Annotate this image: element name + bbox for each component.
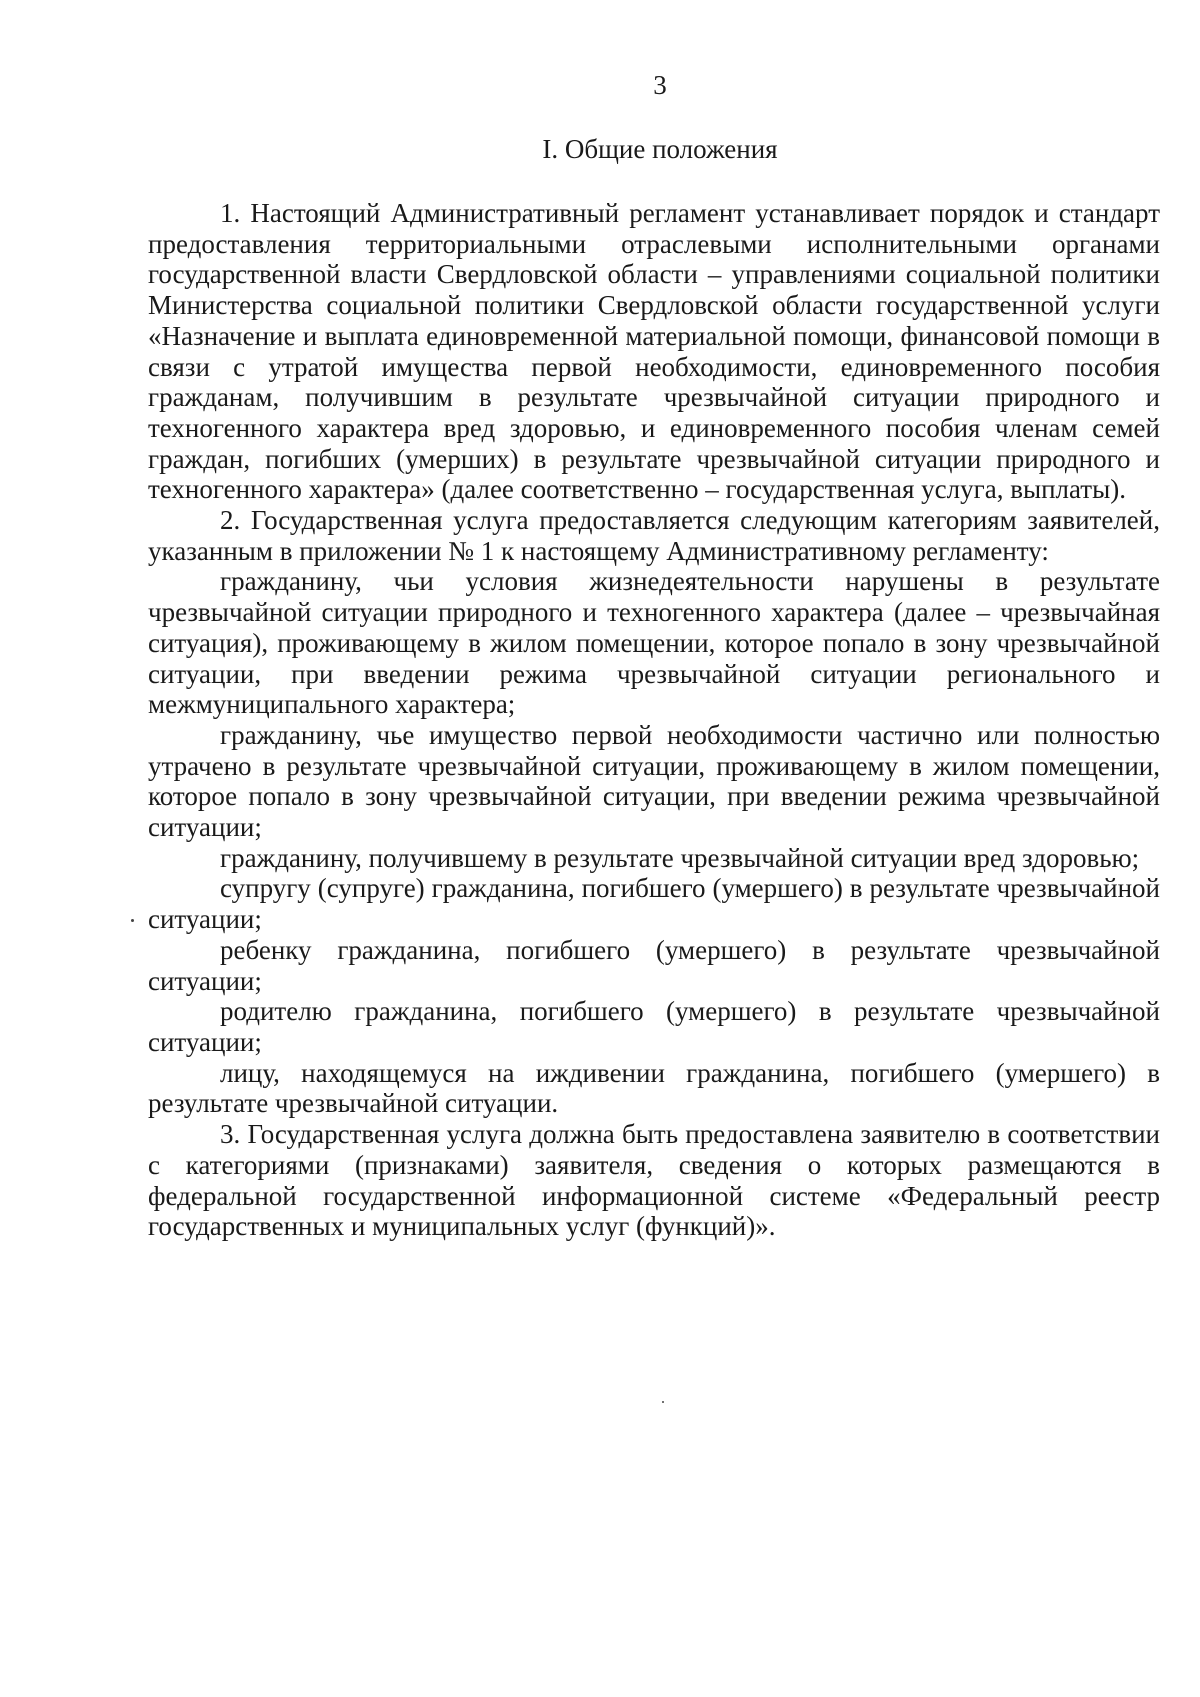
category-item-5: ребенку гражданина, погибшего (умершего) в результате чрезвычайной ситуации; — [148, 934, 1160, 996]
category-item-1: гражданину, чьи условия жизнедеятельности нарушены в результате чрезвычайной ситуации природного и техногенного характера (далее – чрезвычайная ситуация), проживающему в жилом помещении, которое попало в зону чрезвычайной ситуации, при введении режима чрезвычайной ситуации регионального и межмуниципального характера; — [148, 566, 1160, 720]
category-item-6: родителю гражданина, погибшего (умершего) в результате чрезвычайной ситуации; — [148, 996, 1160, 1057]
paragraph-1: 1. Настоящий Административный регламент устанавливает порядок и стандарт предоставления территориальными отраслевыми исполнительными органами государственной власти Свердловской области – управлениями социальной политики Министерства социальной политики Свердловской области государственной услуги «Назначение и выплата единовременной материальной помощи, финансовой помощи в связи с утратой имущества первой необходимости, единовременного пособия гражданам, получившим в результате чрезвычайной ситуации природного и техногенного характера вред здоровью, и единовременного пособия членам семей граждан, погибших (умерших) в результате чрезвычайной ситуации природного и техногенного характера» (далее соответственно – государственная услуга, выплаты). — [148, 198, 1160, 505]
category-item-4: супругу (супруге) гражданина, погибшего (умершего) в результате чрезвычайной ситуации; — [148, 873, 1160, 935]
category-item-7: лицу, находящемуся на иждивении гражданина, погибшего (умершего) в результате чрезвычайной ситуации. — [148, 1057, 1160, 1119]
paragraph-3: 3. Государственная услуга должна быть предоставлена заявителю в соответствии с категориями (признаками) заявителя, сведения о которых размещаются в федеральной государственной информационной системе «Федеральный реестр государственных и муниципальных услуг (функций)». — [148, 1119, 1160, 1242]
category-item-2: гражданину, чье имущество первой необходимости частично или полностью утрачено в результате чрезвычайной ситуации, проживающему в жилом помещении, которое попало в зону чрезвычайной ситуации, при введении режима чрезвычайной ситуации; — [148, 719, 1160, 843]
page-number: 3 — [653, 70, 667, 100]
scan-speck — [131, 919, 134, 922]
scan-speck — [662, 1401, 664, 1403]
document-body — [148, 198, 1160, 1242]
section-title: I. Общие положения — [542, 134, 778, 164]
category-item-3: гражданину, получившему в результате чрезвычайной ситуации вред здоровью; — [220, 842, 1140, 873]
paragraph-2: 2. Государственная услуга предоставляется следующим категориям заявителей, указанным в приложении № 1 к настоящему Административному регламенту: — [148, 505, 1160, 566]
